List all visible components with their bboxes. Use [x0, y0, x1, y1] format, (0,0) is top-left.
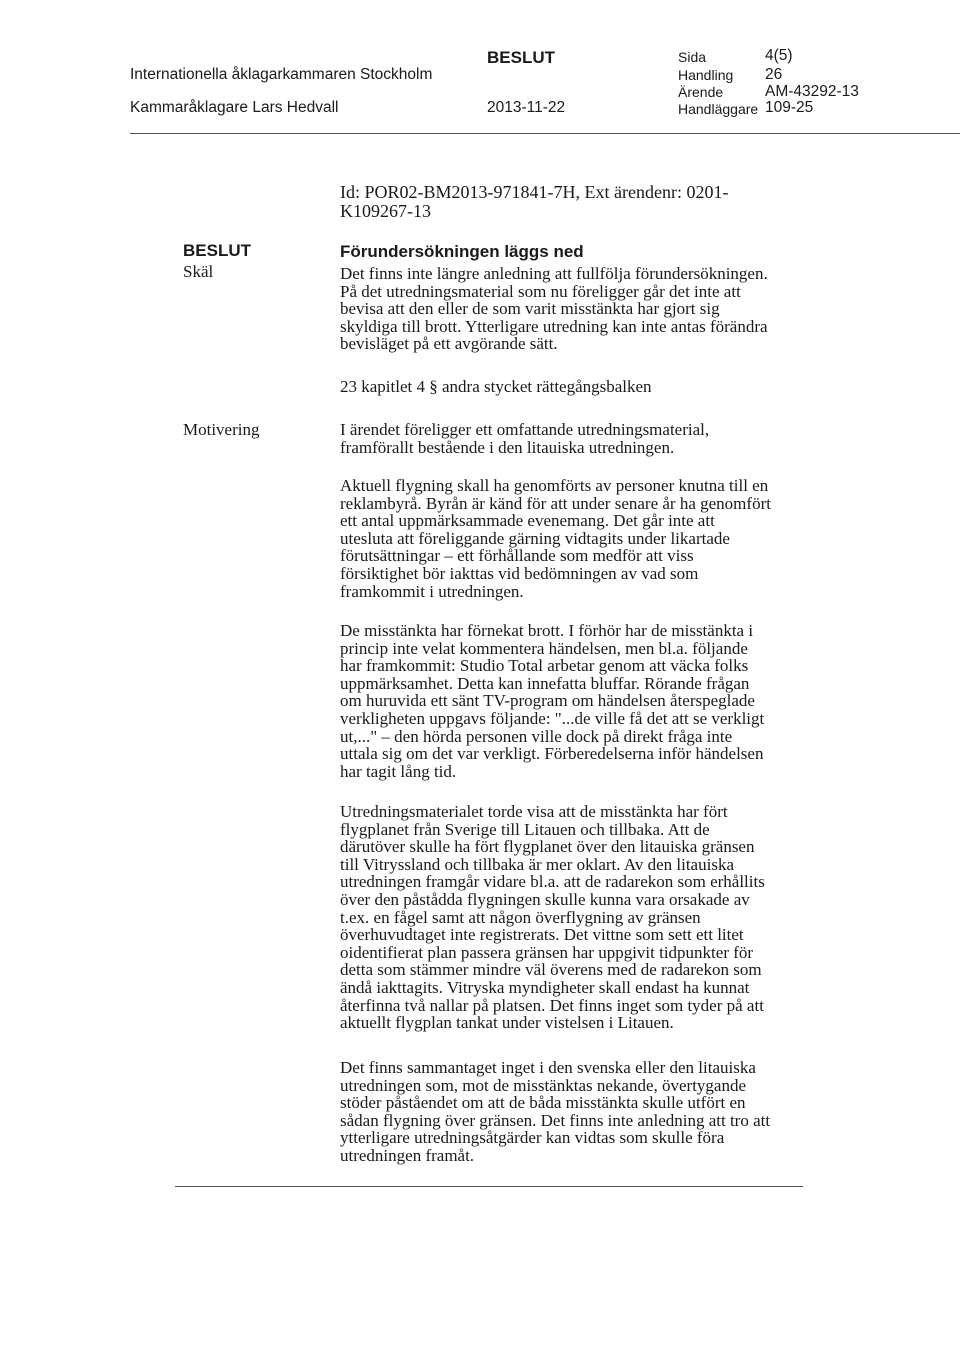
text-line: I ärendet föreligger ett omfattande utredningsmaterial,	[340, 420, 710, 439]
case-id-line: Id: POR02-BM2013-971841-7H, Ext ärendenr: 0201-	[340, 182, 729, 202]
text-line: princip inte velat kommentera händelsen, men bl.a. följande	[340, 638, 748, 658]
motivering-paragraph-5	[340, 1059, 820, 1165]
motivering-paragraph-4	[340, 803, 820, 1032]
text-line: ändå iakttagits. Vitryska myndigheter skall endast ha kunnat	[340, 977, 750, 997]
text-line: detta som stämmer mindre väl överens med de radarekon som	[340, 960, 762, 980]
label-sida: Sida	[678, 49, 707, 65]
text-line: framkommit i utredningen.	[340, 581, 524, 601]
text-line: utesluta att föreliggande gärning vidtagits under likartade	[340, 528, 730, 548]
text-line: överhuvudtaget inte registrerats. Det vittne som sett ett litet	[340, 925, 744, 945]
text-line: oidentifierat plan passera gränsen har uppgivit tidpunkter för	[340, 942, 754, 962]
motivering-paragraph-2	[340, 477, 820, 600]
text-line: Utredningsmaterialet torde visa att de misstänkta har fört	[340, 802, 728, 821]
text-line: har tagit lång tid.	[340, 761, 457, 781]
text-line: Det finns sammantaget inget i den svenska eller den litauiska	[340, 1058, 756, 1077]
text-line: På det utredningsmaterial som nu föreligger går det inte att	[340, 281, 741, 301]
text-line: sådan flygning över gränsen. Det finns inte anledning att tro att	[340, 1110, 771, 1130]
value-arende: AM-43292-13	[765, 83, 859, 100]
value-handlaggare: 109-25	[765, 99, 814, 116]
text-line: ett antal uppmärksammade evenemang. Det går inte att	[340, 511, 715, 531]
text-line: t.ex. en fågel samt att någon överflygning av gränsen	[340, 907, 701, 927]
text-line: till Vitryssland och tillbaka är mer oklart. Av den litauiska	[340, 854, 734, 874]
text-line: Det finns inte längre anledning att fullfölja förundersökningen.	[340, 264, 768, 283]
text-line: försiktighet bör iakttas vid bedömningen av vad som	[340, 563, 699, 583]
label-arende: Ärende	[678, 84, 724, 100]
case-id	[340, 183, 820, 221]
text-line: bevisläget på ett avgörande sätt.	[340, 334, 558, 354]
text-line: aktuellt flygplan tankat under vistelsen i Litauen.	[340, 1013, 674, 1033]
case-id-line: K109267-13	[340, 201, 431, 221]
motivering-paragraph-3	[340, 622, 820, 780]
text-line: uppmärksamhet. Detta kan innefatta bluffar. Rörande frågan	[340, 673, 750, 693]
doc-date: 2013-11-22	[487, 99, 566, 116]
text-line: om huruvida ett sänt TV-program om händelsen återspeglade	[340, 691, 755, 711]
text-line: utredningen som, mot de misstänktas nekande, övertygande	[340, 1075, 747, 1095]
text-line: bevisa att den eller de som varit misstänkta har gjort sig	[340, 299, 720, 319]
text-line: utredningen framåt.	[340, 1145, 475, 1165]
prosecutor-name: Kammaråklagare Lars Hedvall	[130, 99, 339, 116]
section-label-skal: Skäl	[183, 262, 214, 281]
text-line: De misstänkta har förnekat brott. I förhör har de misstänkta i	[340, 621, 754, 640]
text-line: skyldiga till brott. Ytterligare utredning kan inte antas förändra	[340, 316, 768, 336]
value-handling: 26	[765, 66, 783, 83]
header-rule	[130, 133, 960, 134]
text-line: utredningen framgår vidare bl.a. att de radarekon som erhållits	[340, 872, 765, 892]
text-line: har framkommit: Studio Total arbetar genom att väcka folks	[340, 656, 749, 676]
decision-paragraph	[340, 265, 820, 353]
footer-rule	[175, 1186, 803, 1187]
text-line: stöder påståendet om att de båda misstänkta skulle utfört en	[340, 1093, 746, 1113]
text-line: uttala sig om det var verkligt. Förberedelserna inför händelsen	[340, 744, 764, 764]
text-line: ut,..." – den hörda personen ville dock på direkt fråga inte	[340, 726, 733, 746]
doc-type: BESLUT	[487, 48, 555, 67]
motivering-paragraph-1	[340, 421, 820, 456]
section-label-beslut: BESLUT	[183, 241, 251, 260]
label-handling: Handling	[678, 67, 734, 83]
text-line: förutsättningar – ett förhållande som medför att viss	[340, 546, 694, 566]
law-reference: 23 kapitlet 4 § andra stycket rättegångsbalken	[340, 377, 652, 396]
section-label-motivering: Motivering	[183, 420, 260, 439]
decision-title: Förundersökningen läggs ned	[340, 242, 584, 261]
text-line: över den påstådda flygningen skulle kunna vara orsakade av	[340, 889, 750, 909]
text-line: reklambyrå. Byrån är känd för att under senare år ha genomfört	[340, 493, 771, 513]
text-line: framförallt bestående i den litauiska utredningen.	[340, 437, 675, 457]
text-line: verkligheten uppgavs följande: "...de ville få det att se verkligt	[340, 708, 765, 728]
text-line: flygplanet från Sverige till Litauen och tillbaka. Att de	[340, 819, 710, 839]
label-handlaggare: Handläggare	[678, 101, 759, 117]
text-line: återfinna två nallar på platsen. Det finns inget som tyder på att	[340, 995, 764, 1015]
text-line: därutöver skulle ha fört flygplanet över den litauiska gränsen	[340, 837, 755, 857]
text-line: ytterligare utredningsåtgärder kan vidtas som skulle föra	[340, 1128, 725, 1148]
org-name: Internationella åklagarkammaren Stockholm	[130, 66, 433, 83]
text-line: Aktuell flygning skall ha genomförts av personer knutna till en	[340, 476, 769, 495]
value-sida: 4(5)	[765, 47, 793, 64]
